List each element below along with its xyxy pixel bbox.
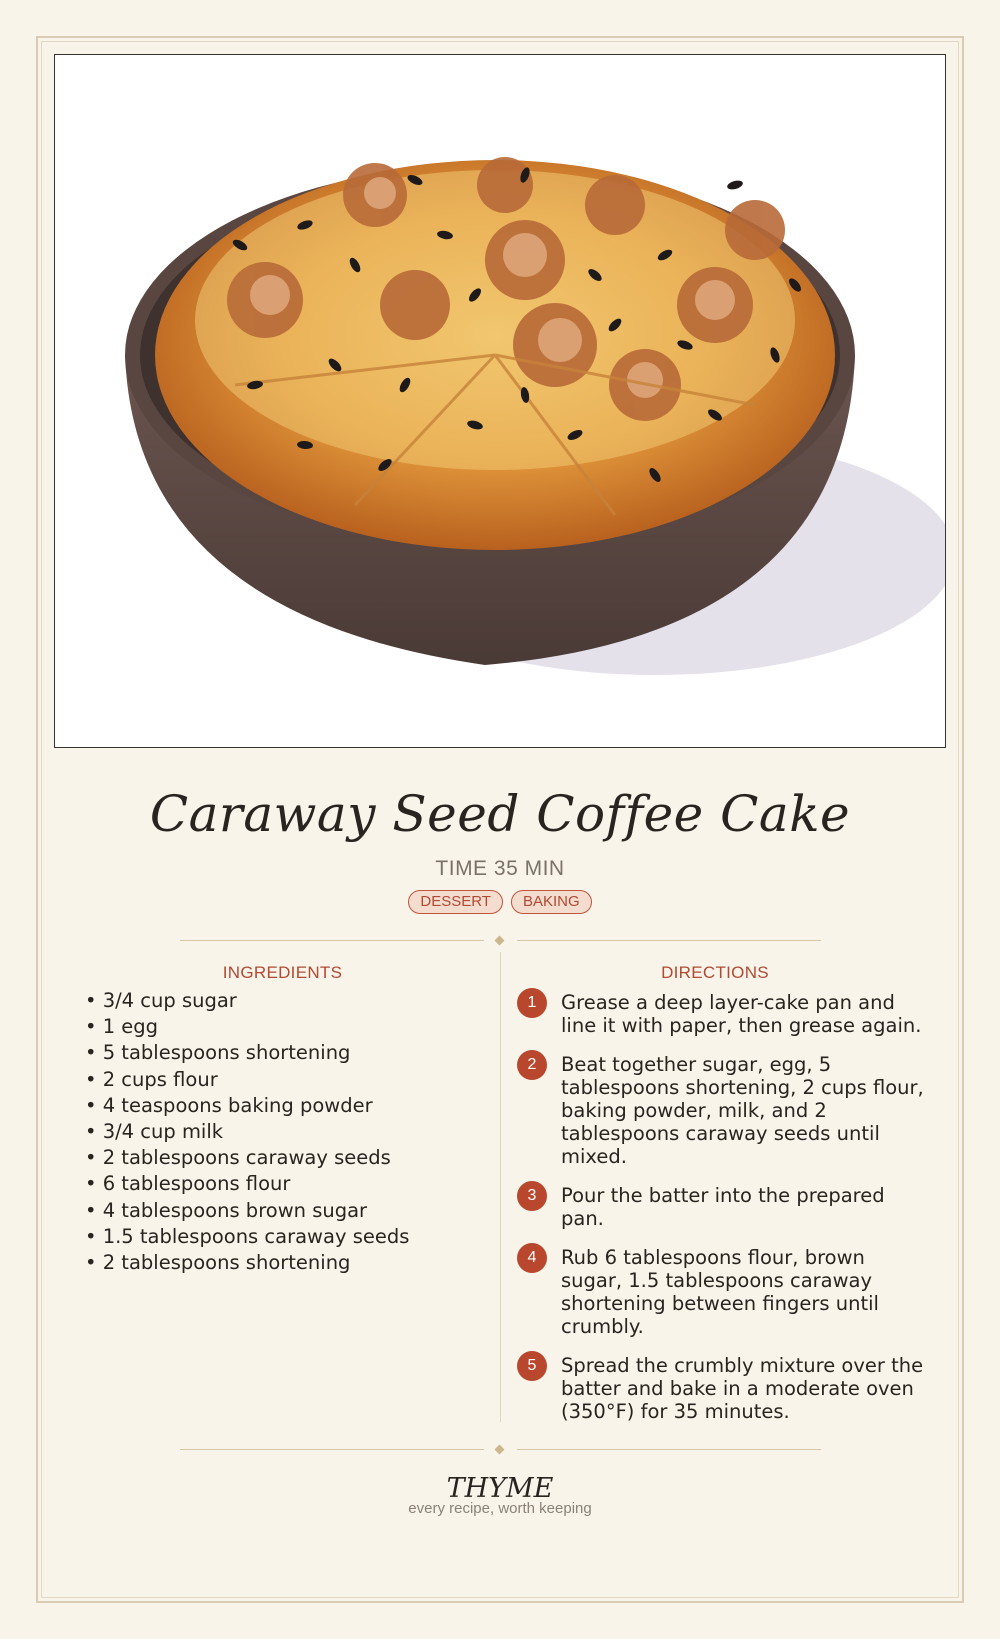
ingredient-item: • 2 cups flour (85, 1067, 485, 1093)
ingredient-item: • 4 tablespoons brown sugar (85, 1198, 485, 1224)
directions-heading: DIRECTIONS (661, 963, 769, 982)
brand-logo: THYME (446, 1473, 554, 1504)
recipe-title: Caraway Seed Coffee Cake (149, 785, 851, 843)
ingredient-item: • 3/4 cup sugar (85, 988, 485, 1014)
step-text: Beat together sugar, egg, 5 tablespoons shortening, 2 cups flour, baking powder, milk, and 2 tablespoons caraway seeds until mixed. (561, 1053, 924, 1168)
ingredients-heading: INGREDIENTS (222, 963, 343, 982)
ingredient-item: • 4 teaspoons baking powder (85, 1093, 485, 1119)
brand-tagline: every recipe, worth keeping (408, 1500, 592, 1517)
ingredient-item: • 1 egg (85, 1014, 485, 1040)
ingredient-item: • 1.5 tablespoons caraway seeds (85, 1224, 485, 1250)
ingredient-item: • 5 tablespoons shortening (85, 1040, 485, 1066)
ingredient-item: • 2 tablespoons caraway seeds (85, 1145, 485, 1171)
ingredient-item: • 2 tablespoons shortening (85, 1250, 485, 1276)
step-number: 5 (517, 1351, 547, 1381)
ingredients-list (85, 988, 485, 1276)
direction-step (517, 1181, 927, 1230)
footer-divider-right (517, 1449, 821, 1450)
divider-left (180, 940, 484, 941)
direction-step (517, 1351, 927, 1423)
step-text: Pour the batter into the prepared pan. (561, 1184, 885, 1230)
column-divider (500, 952, 501, 1422)
recipe-photo (54, 54, 946, 748)
step-number: 2 (517, 1050, 547, 1080)
step-number: 3 (517, 1181, 547, 1211)
direction-step (517, 988, 927, 1037)
step-number: 1 (517, 988, 547, 1018)
step-number: 4 (517, 1243, 547, 1273)
step-text: Rub 6 tablespoons flour, brown sugar, 1.5 tablespoons caraway shortening between fingers until crumbly. (561, 1246, 879, 1338)
step-text: Spread the crumbly mixture over the batter and bake in a moderate oven (350°F) for 35 minutes. (561, 1354, 924, 1423)
step-text: Grease a deep layer-cake pan and line it with paper, then grease again. (561, 991, 922, 1037)
direction-step (517, 1243, 927, 1338)
direction-step (517, 1050, 927, 1168)
footer-divider-left (180, 1449, 484, 1450)
tag-baking[interactable]: BAKING (511, 890, 592, 914)
directions-list (517, 988, 927, 1436)
divider-right (517, 940, 821, 941)
ingredient-item: • 3/4 cup milk (85, 1119, 485, 1145)
recipe-time: TIME 35 MIN (435, 857, 565, 880)
ingredient-item: • 6 tablespoons flour (85, 1171, 485, 1197)
tag-list (0, 890, 1000, 914)
tag-dessert[interactable]: DESSERT (408, 890, 503, 914)
